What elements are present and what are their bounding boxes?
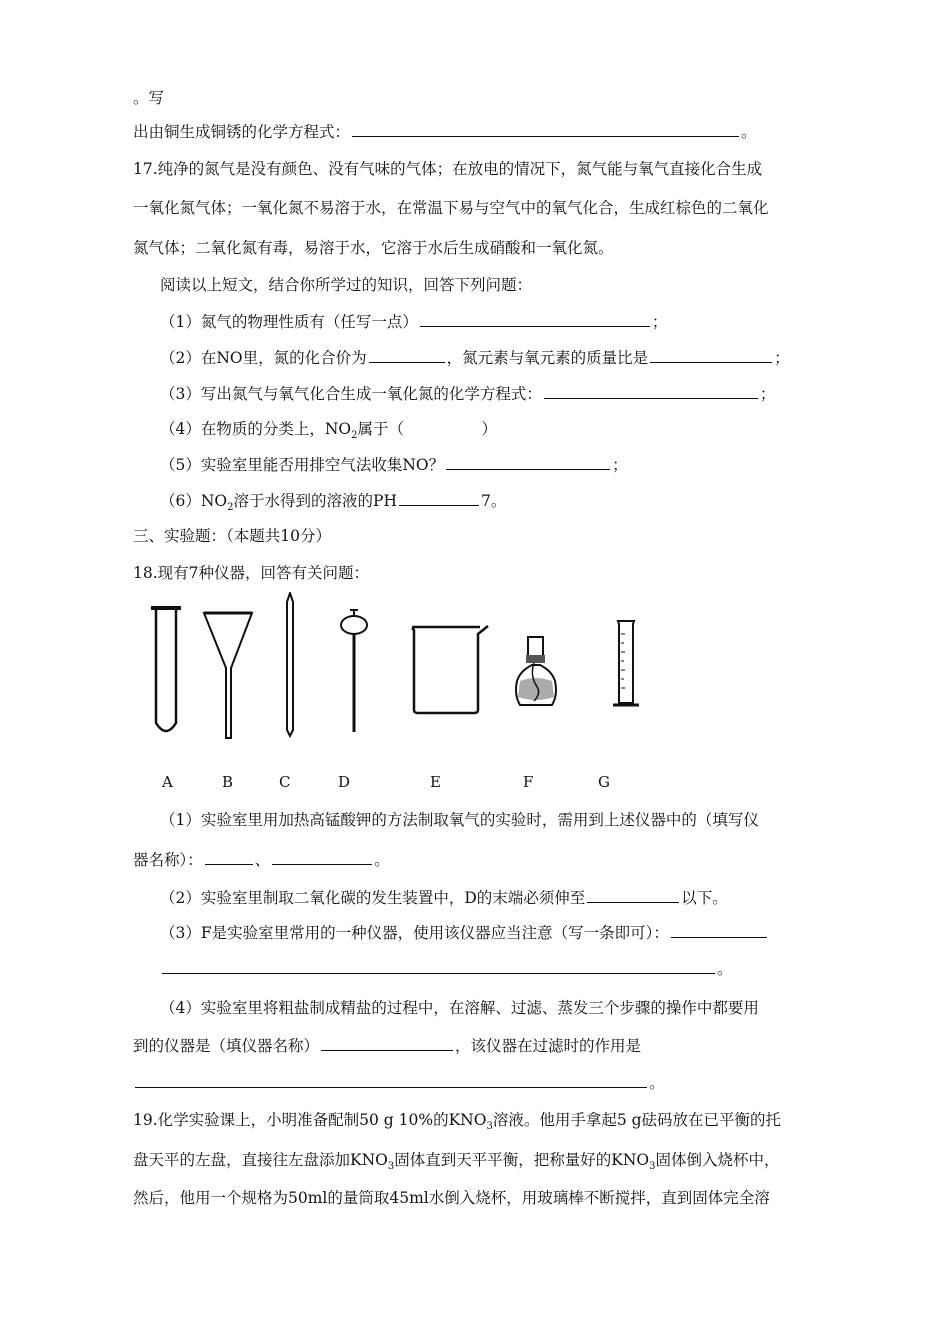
answer-blank[interactable] xyxy=(352,135,739,137)
instrument-label-g: G xyxy=(598,773,610,791)
q18-sub3: （3）F是实验室里常用的一种仪器，使用该仪器应当注意（写一条即可）： xyxy=(160,921,769,943)
q17-sub1: （1）氮气的物理性质有（任写一点） ； xyxy=(160,313,668,331)
answer-blank[interactable] xyxy=(446,468,610,470)
q18-intro: 18.现有7种仪器，回答有关问题： xyxy=(133,564,370,582)
beaker-icon xyxy=(408,622,492,716)
instrument-label-e: E xyxy=(430,773,441,791)
q17-sub5: （5）实验室里能否用排空气法收集NO？ ； xyxy=(160,456,628,474)
q18-sub4-cont: 。 xyxy=(133,1071,665,1093)
instrument-label-d: D xyxy=(338,773,351,791)
answer-blank[interactable] xyxy=(162,972,715,974)
q17-instruction: 阅读以上短文，结合你所学过的知识，回答下列问题： xyxy=(160,276,533,294)
answer-blank[interactable] xyxy=(399,504,479,506)
q18-sub4-line2: 到的仪器是（填仪器名称） ，该仪器在过滤时的作用是 xyxy=(133,1037,642,1055)
graduated-cylinder-icon xyxy=(610,619,642,713)
answer-blank[interactable] xyxy=(420,325,650,327)
q19-line1: 19.化学实验课上，小明准备配制50 g 10%的$KNO_3$溶液。他用手拿起5 g砝码放在已平衡的托 xyxy=(133,1111,782,1133)
glass-rod-icon xyxy=(283,592,297,738)
answer-blank[interactable] xyxy=(321,1049,453,1051)
fragment-line: 。写 xyxy=(133,89,165,107)
long-neck-funnel-icon xyxy=(337,608,371,734)
instrument-label-a: A xyxy=(162,773,173,791)
instrument-label-f: F xyxy=(523,773,534,791)
answer-blank[interactable] xyxy=(671,936,767,938)
answer-blank[interactable] xyxy=(135,1086,647,1088)
answer-blank[interactable] xyxy=(369,361,445,363)
q17-text-1: 17.纯净的氮气是没有颜色、没有气味的气体；在放电的情况下，氮气能与氧气直接化合生成 xyxy=(133,160,763,178)
q18-sub3-cont: 。 xyxy=(160,957,733,979)
q19-line2: 盘天平的左盘，直接往左盘添加$KNO_3$固体直到天平平衡，把称量好的$KNO_3$固体倒入烧杯中， xyxy=(133,1151,780,1173)
funnel-icon xyxy=(200,610,256,742)
q18-sub4-line1: （4）实验室里将粗盐制成精盐的过程中，在溶解、过滤、蒸发三个步骤的操作中都要用 xyxy=(160,999,759,1017)
answer-blank[interactable] xyxy=(650,361,772,363)
q16-copper-rust-line: 出由铜生成铜锈的化学方程式： 。 xyxy=(133,123,757,141)
q17-sub6: $(6)NO_2$溶于水得到的溶液的PH 7。 xyxy=(160,492,507,514)
alcohol-lamp-icon xyxy=(512,635,560,709)
q17-sub3: （3）写出氮气与氧气化合生成一氧化氮的化学方程式： ； xyxy=(160,385,776,403)
answer-blank[interactable] xyxy=(544,397,758,399)
q18-sub1-line1: （1）实验室里用加热高锰酸钾的方法制取氧气的实验时，需用到上述仪器中的（填写仪 xyxy=(160,811,759,829)
instrument-label-b: B xyxy=(222,773,234,791)
test-tube-icon xyxy=(148,605,184,737)
q17-sub2: （2）在NO里，氮的化合价为 ，氮元素与氧元素的质量比是 ； xyxy=(160,349,790,367)
q18-sub2: （2）实验室里制取二氧化碳的发生装置中，D的末端必须伸至 以下。 xyxy=(160,889,728,907)
answer-blank[interactable] xyxy=(272,863,372,865)
section-3-heading: 三、实验题：（本题共10分） xyxy=(133,527,331,545)
answer-blank[interactable] xyxy=(587,901,679,903)
q17-text-3: 氮气体；二氧化氮有毒，易溶于水，它溶于水后生成硝酸和一氧化氮。 xyxy=(133,239,614,257)
answer-blank[interactable] xyxy=(205,863,253,865)
q17-text-2: 一氧化氮气体；一氧化氮不易溶于水，在常温下易与空气中的氧气化合，生成红棕色的二氧化 xyxy=(133,199,769,217)
instrument-label-c: C xyxy=(279,773,291,791)
q18-sub1-line2: 器名称）： 、 。 xyxy=(133,851,390,869)
q17-sub4: （4）在物质的分类上，$NO_2$属于（ ） xyxy=(160,420,498,442)
q19-line3: 然后，他用一个规格为50ml的量筒取45ml水倒入烧杯，用玻璃棒不断搅拌，直到固体完全溶 xyxy=(133,1189,770,1207)
